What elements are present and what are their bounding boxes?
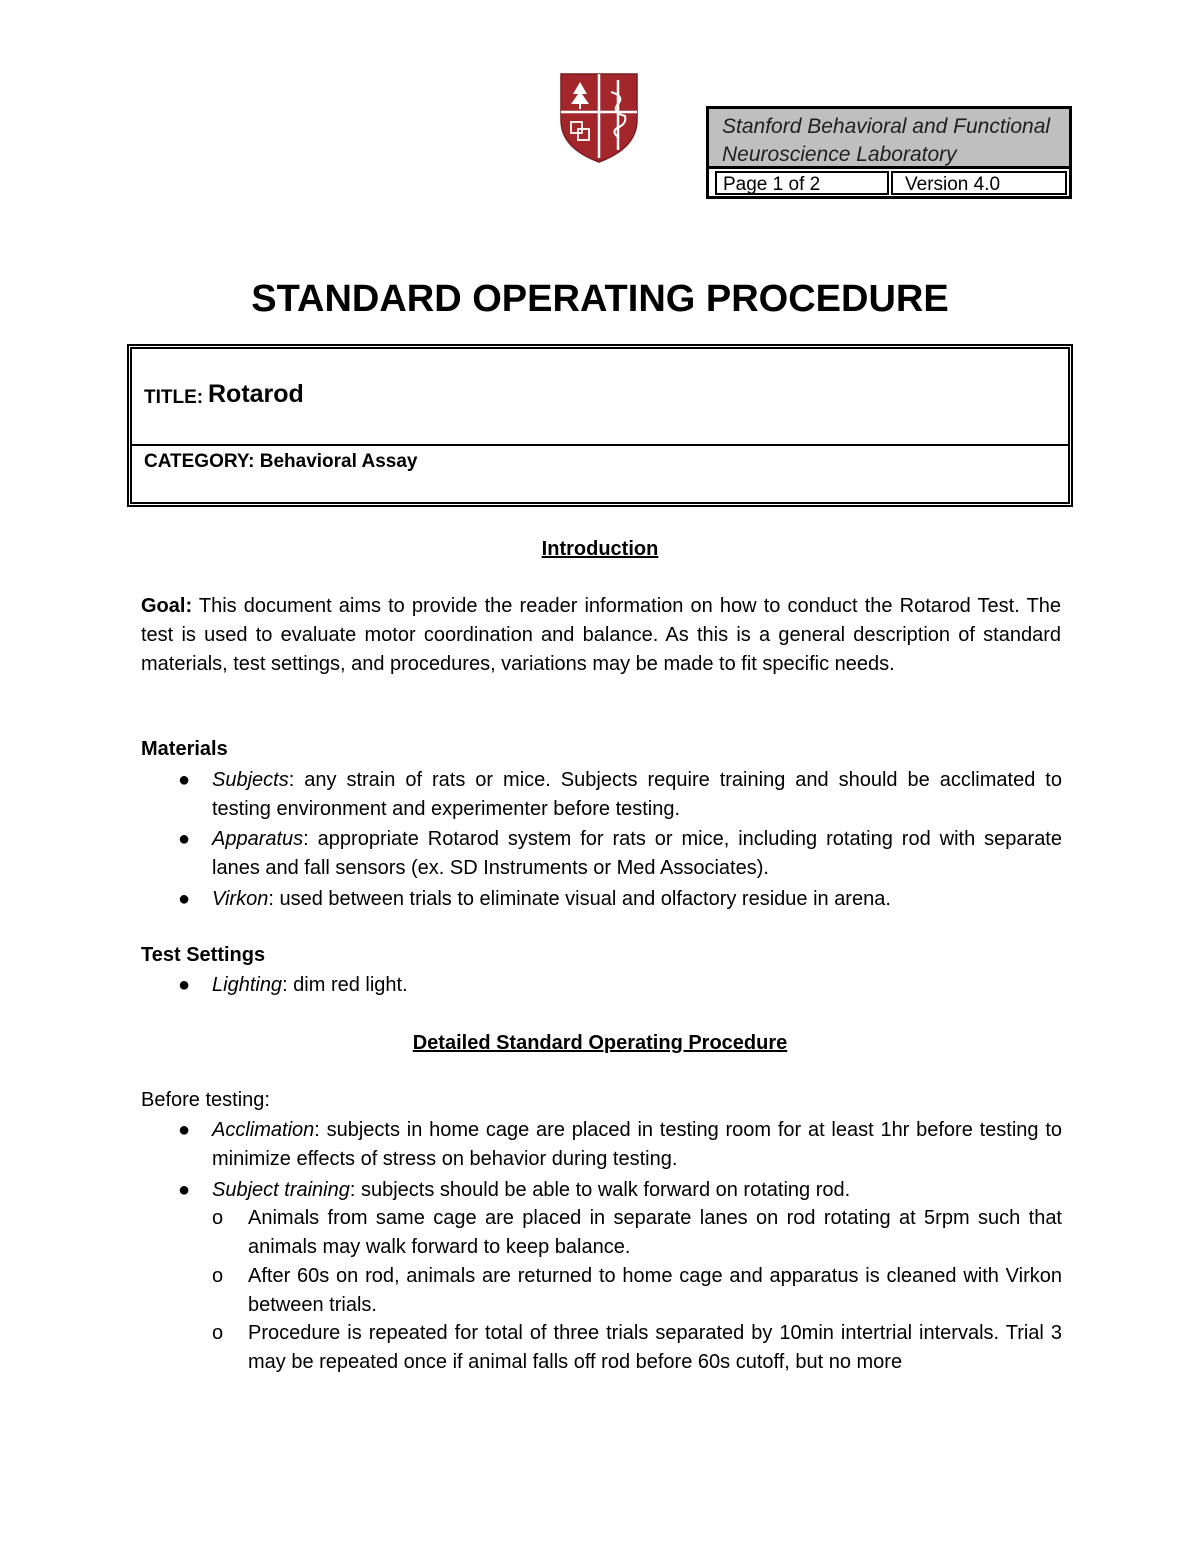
version-indicator: Version 4.0: [891, 171, 1067, 195]
sub-item-text: Procedure is repeated for total of three trials separated by 10min intertrial intervals. Trial 3 may be repeated once if animal falls off rod before 60s cutoff, but no more: [248, 1322, 1062, 1373]
stanford-shield-logo: [557, 70, 641, 164]
page-indicator: Page 1 of 2: [715, 171, 889, 195]
goal-text: This document aims to provide the reader information on how to conduct the Rotarod Test. The test is used to evaluate motor coordination and balance. As this is a general description of standard materials, test settings, and procedures, variations may be made to fit specific needs.: [141, 595, 1061, 675]
item-text: : used between trials to eliminate visual and olfactory residue in arena.: [268, 888, 891, 910]
introduction-heading: Introduction: [541, 538, 659, 560]
list-item: [178, 1176, 1062, 1205]
title-value: Rotarod: [208, 380, 304, 408]
item-term: Acclimation: [212, 1119, 315, 1141]
materials-heading: Materials: [141, 738, 228, 760]
bullet-icon: ●: [178, 888, 191, 910]
sub-list-item: [212, 1204, 1062, 1262]
title-label: TITLE:: [144, 387, 204, 408]
goal-paragraph: [141, 592, 1061, 679]
title-box: [127, 344, 1073, 507]
item-term: Subject training: [212, 1179, 350, 1201]
test-settings-heading: Test Settings: [141, 944, 266, 966]
bullet-icon: ●: [178, 974, 191, 996]
circle-bullet-icon: o: [212, 1207, 224, 1229]
item-text: : subjects should be able to walk forward on rotating rod.: [349, 1179, 851, 1201]
circle-bullet-icon: o: [212, 1265, 224, 1287]
bullet-icon: ●: [178, 769, 191, 791]
item-term: Apparatus: [212, 828, 304, 850]
bullet-icon: ●: [178, 1179, 191, 1201]
list-item: [178, 825, 1062, 883]
item-text: : dim red light.: [282, 974, 408, 996]
sub-list-item: [212, 1262, 1062, 1320]
item-text: : any strain of rats or mice. Subjects require training and should be acclimated to testing environment and experimenter before testing.: [212, 769, 1062, 820]
title-row: [132, 349, 1068, 446]
bullet-icon: ●: [178, 828, 191, 850]
sub-list-item: [212, 1319, 1062, 1377]
list-item: [178, 971, 1062, 1000]
list-item: [178, 885, 1062, 914]
item-text: : subjects in home cage are placed in testing room for at least 1hr before testing to minimize effects of stress on behavior during testing.: [212, 1119, 1062, 1170]
item-term: Lighting: [212, 974, 283, 996]
item-term: Subjects: [212, 769, 289, 791]
sub-item-text: After 60s on rod, animals are returned to home cage and apparatus is cleaned with Virkon between trials.: [248, 1265, 1062, 1316]
category-label: CATEGORY: Behavioral Assay: [144, 451, 418, 472]
before-testing-label: Before testing:: [141, 1089, 270, 1111]
list-item: [178, 766, 1062, 824]
goal-label: Goal:: [141, 595, 193, 617]
document-title: STANDARD OPERATING PROCEDURE: [251, 278, 949, 320]
list-item: [178, 1116, 1062, 1174]
circle-bullet-icon: o: [212, 1322, 224, 1344]
item-text: : appropriate Rotarod system for rats or mice, including rotating rod with separate lanes and fall sensors (ex. SD Instruments or Med Associates).: [212, 828, 1062, 879]
lab-header-box: [706, 106, 1072, 199]
sub-item-text: Animals from same cage are placed in separate lanes on rod rotating at 5rpm such that animals may walk forward to keep balance.: [248, 1207, 1062, 1258]
item-term: Virkon: [212, 888, 269, 910]
bullet-icon: ●: [178, 1119, 191, 1141]
sop-heading: Detailed Standard Operating Procedure: [412, 1032, 788, 1054]
lab-name: Stanford Behavioral and Functional Neuroscience Laboratory: [709, 109, 1069, 169]
